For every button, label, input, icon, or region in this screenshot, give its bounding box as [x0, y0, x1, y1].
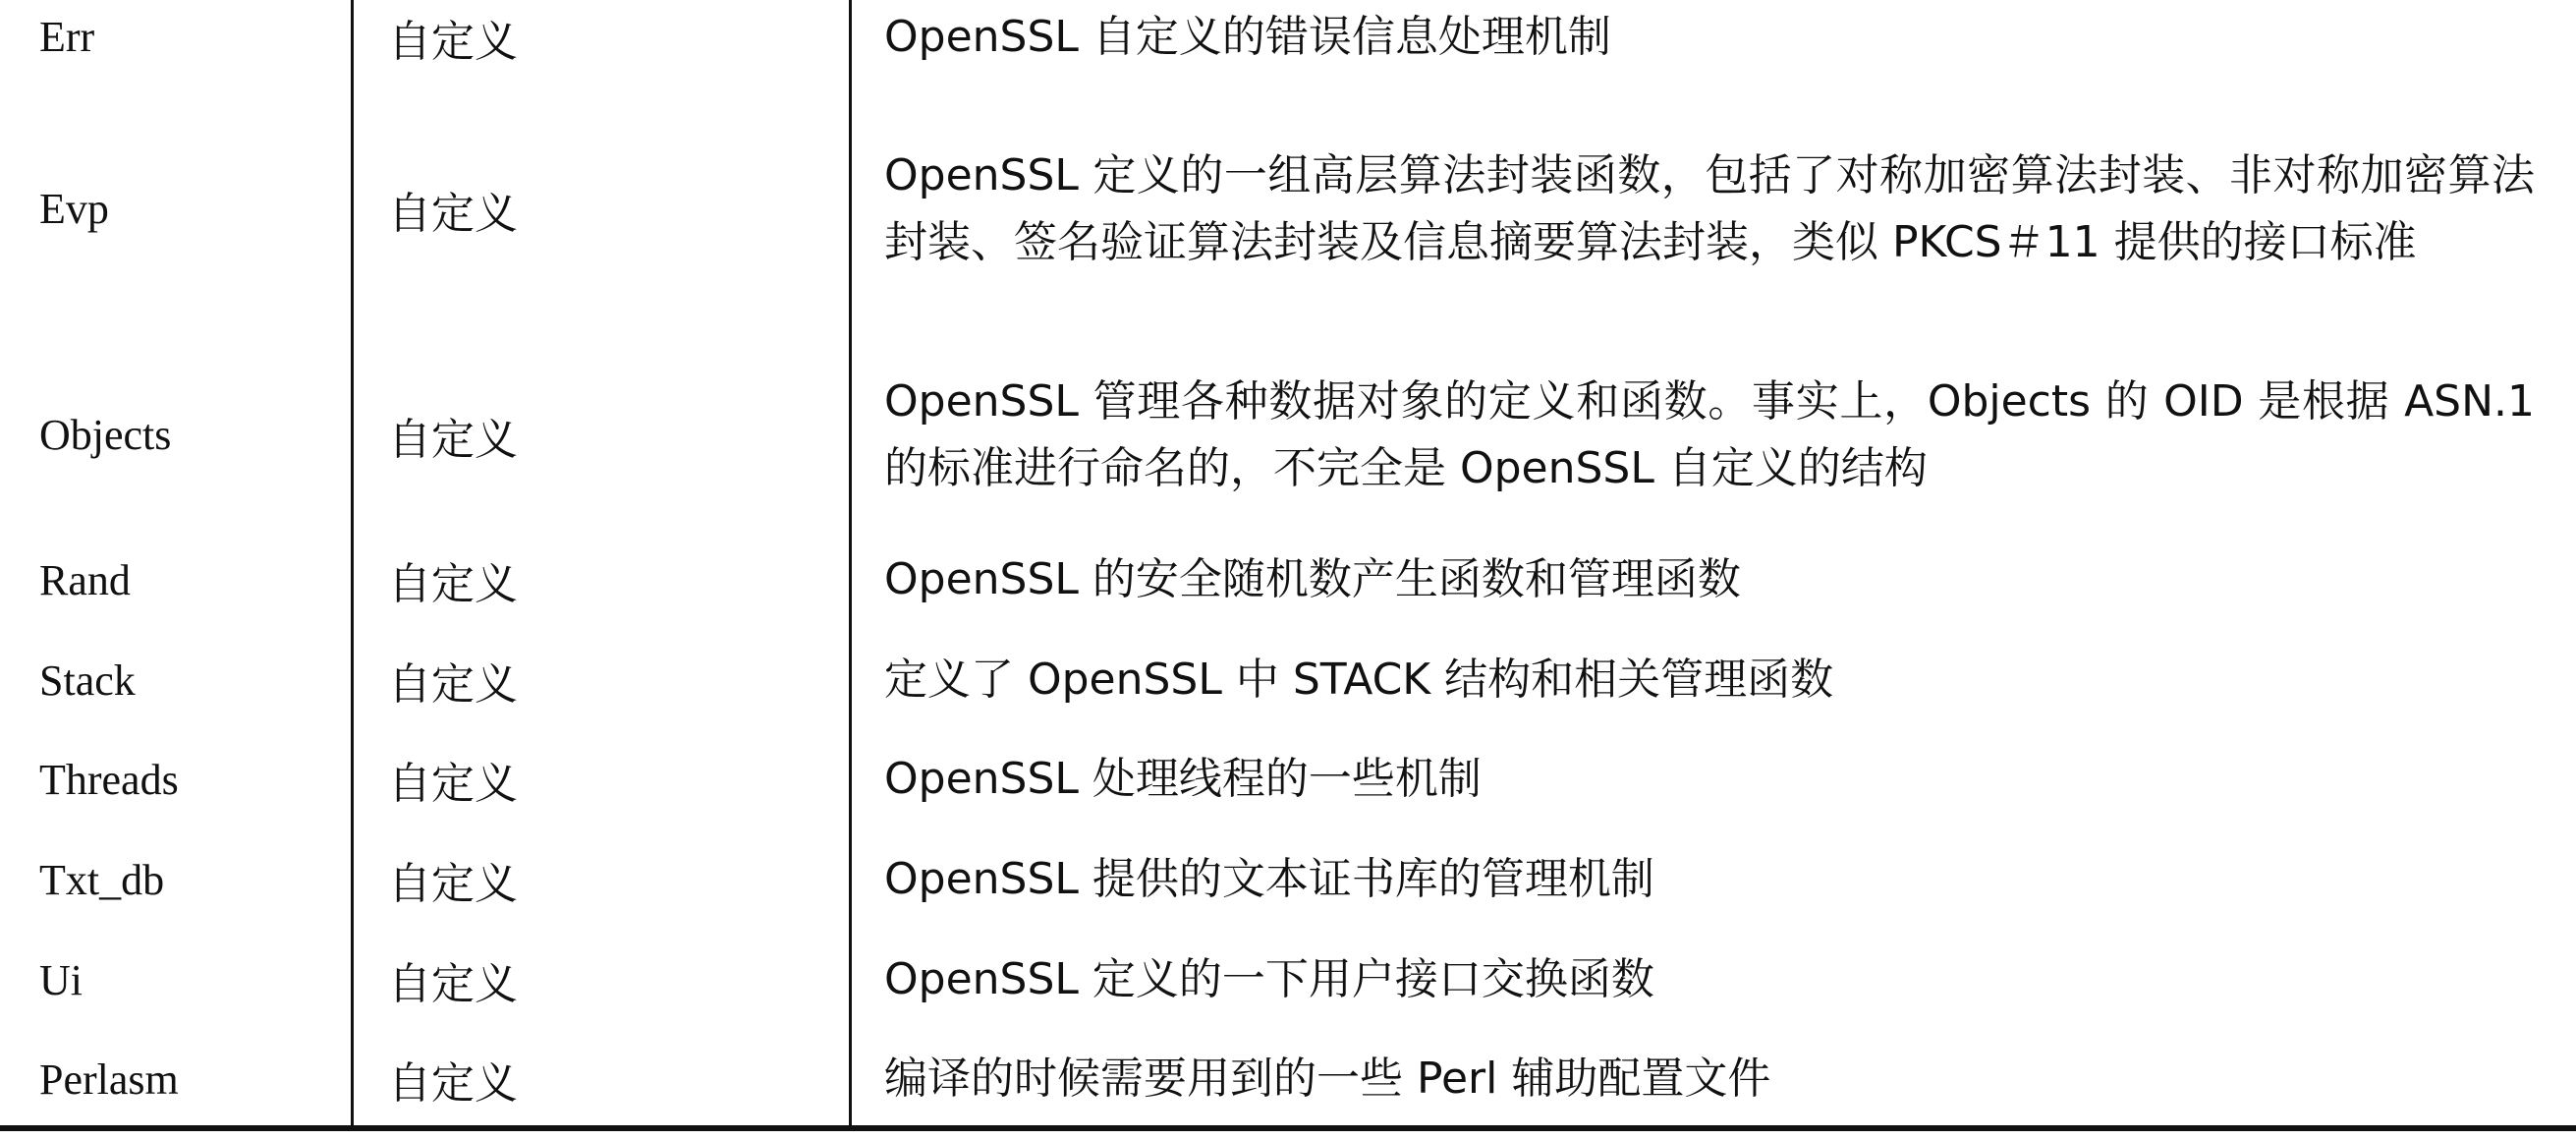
- module-name: Rand: [39, 555, 131, 604]
- module-description: OpenSSL 定义的一组高层算法封装函数，包括了对称加密算法封装、非对称加密算法封装、签名验证算法封装及信息摘要算法封装，类似 PKCS＃11 提供的接口标准: [884, 149, 2535, 267]
- table-row: [0, 750, 2576, 809]
- module-type: 自定义: [388, 414, 518, 465]
- module-description: OpenSSL 处理线程的一些机制: [884, 754, 1482, 804]
- module-name: Ui: [39, 955, 83, 1004]
- table-row: [0, 651, 2576, 710]
- module-name: Objects: [39, 411, 172, 459]
- module-type: 自定义: [388, 188, 518, 239]
- table-row: [0, 1050, 2576, 1109]
- table-row: [0, 88, 2576, 329]
- module-type: 自定义: [388, 559, 518, 609]
- module-name: Txt_db: [39, 855, 165, 904]
- module-description: OpenSSL 管理各种数据对象的定义和函数。事实上，Objects 的 OID 是根据 ASN.1 的标准进行命名的，不完全是 OpenSSL 自定义的结构: [884, 375, 2535, 493]
- module-type: 自定义: [388, 759, 518, 809]
- module-name: Stack: [39, 656, 136, 705]
- table-row: [0, 850, 2576, 909]
- module-type: 自定义: [388, 16, 518, 67]
- module-description: OpenSSL 自定义的错误信息处理机制: [884, 11, 1611, 62]
- module-name: Perlasm: [39, 1054, 179, 1104]
- module-name: Err: [39, 13, 95, 61]
- module-type: 自定义: [388, 959, 518, 1009]
- table-row: [0, 950, 2576, 1009]
- table-bottom-rule: [0, 1125, 2576, 1131]
- module-description: 定义了 OpenSSL 中 STACK 结构和相关管理函数: [884, 655, 1834, 705]
- table-row: [0, 0, 2576, 74]
- module-description: OpenSSL 的安全随机数产生函数和管理函数: [884, 554, 1741, 604]
- module-description: 编译的时候需要用到的一些 Perl 辅助配置文件: [884, 1054, 1771, 1104]
- module-type: 自定义: [388, 1058, 518, 1109]
- module-description: OpenSSL 定义的一下用户接口交换函数: [884, 954, 1654, 1004]
- table-row: [0, 550, 2576, 609]
- table-row: [0, 354, 2576, 516]
- module-description: OpenSSL 提供的文本证书库的管理机制: [884, 854, 1654, 904]
- module-type: 自定义: [388, 859, 518, 909]
- module-name: Threads: [39, 755, 179, 804]
- module-name: Evp: [39, 185, 109, 233]
- module-type: 自定义: [388, 659, 518, 710]
